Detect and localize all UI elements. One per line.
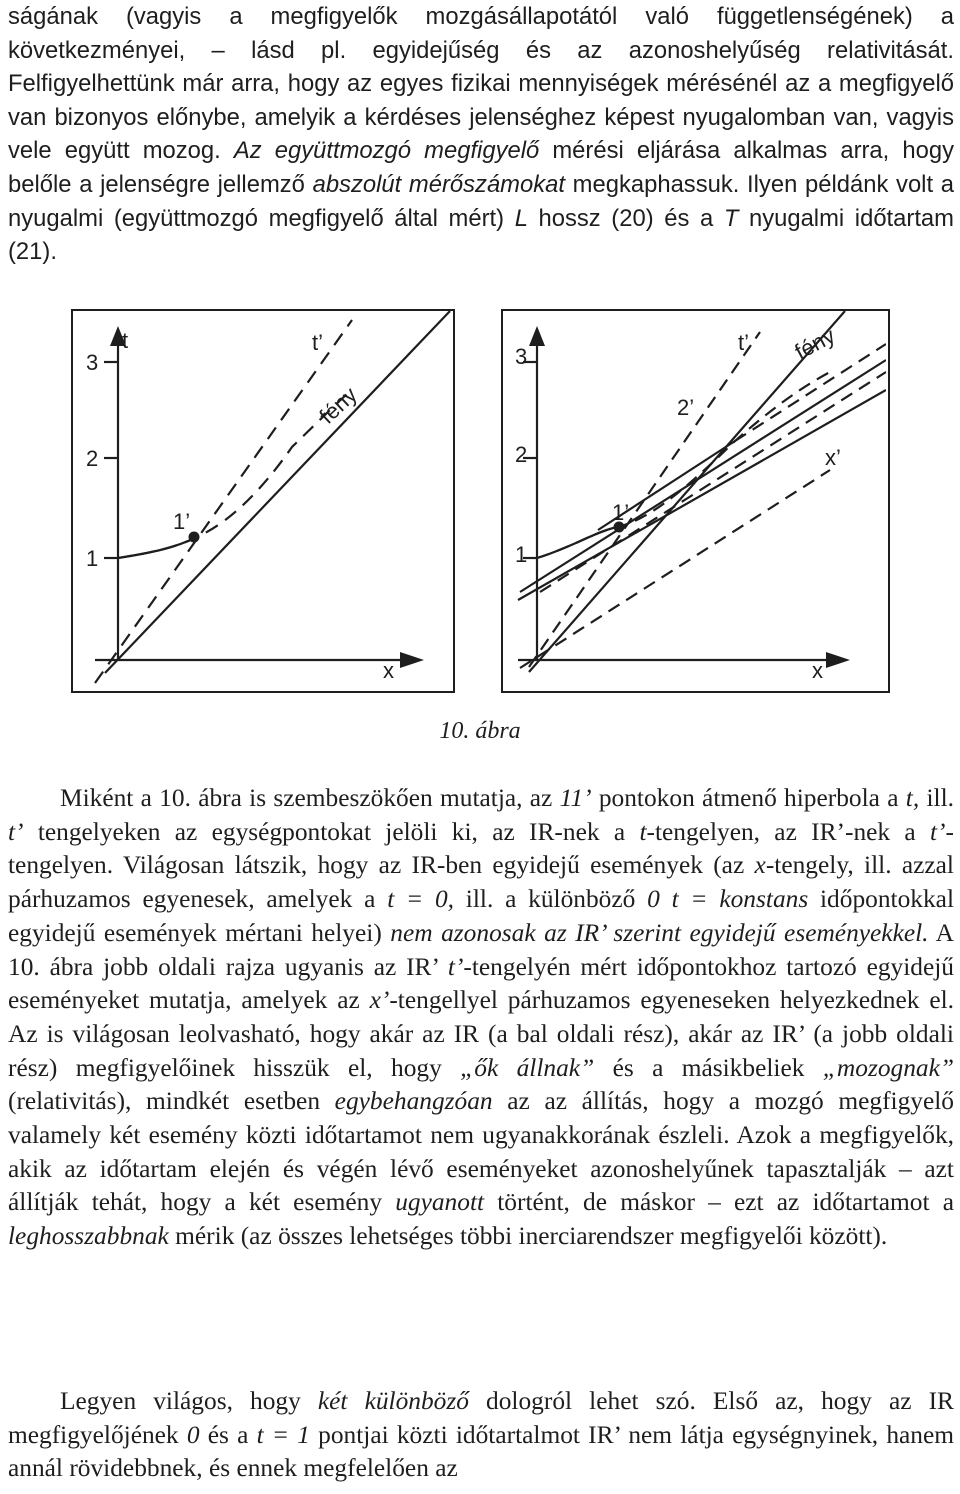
right-hyperbola-solid bbox=[537, 527, 617, 558]
emphasis-run: L bbox=[514, 204, 528, 232]
emphasis-run: egybehangzóan bbox=[334, 1087, 493, 1116]
text-run: ill. a különböző bbox=[454, 885, 648, 914]
left-x-arrow bbox=[400, 652, 424, 668]
emphasis-run: 0 t = konstans bbox=[647, 885, 809, 914]
text-run: mérik (az összes lehetséges többi inerciarendszer megfigyelői között). bbox=[168, 1222, 888, 1251]
left-label-light: fény bbox=[314, 382, 362, 429]
right-line-through-1prime bbox=[518, 390, 886, 600]
emphasis-run: t’ bbox=[8, 817, 24, 846]
text-run: időpontokkal egyidejű események mértani helyei) bbox=[8, 885, 954, 947]
left-labels bbox=[86, 328, 394, 683]
left-light-line bbox=[95, 320, 352, 683]
emphasis-run: T bbox=[723, 204, 739, 232]
paragraph-3 bbox=[8, 1385, 954, 1486]
text-run: tengelyeken az egységpontokat jelöli ki, az IR-nek a bbox=[23, 817, 640, 846]
left-tick-label-1: 1 bbox=[86, 546, 99, 571]
emphasis-run: „mozognak” bbox=[822, 1053, 955, 1082]
right-line-through-2prime bbox=[520, 360, 886, 592]
right-light-line bbox=[529, 311, 845, 672]
emphasis-run: Az együttmozgó megfigyelő bbox=[233, 137, 540, 165]
figure-10 bbox=[0, 0, 960, 720]
left-point-1prime bbox=[189, 532, 200, 543]
text-run: (relativitás), mindkét esetben bbox=[8, 1087, 335, 1116]
text-run: mérési eljárása alkalmas arra, hogy belőle a jelenségre jellemző bbox=[8, 137, 954, 198]
emphasis-run: két különböző bbox=[317, 1387, 469, 1415]
right-tick-label-2: 2 bbox=[515, 442, 528, 467]
emphasis-run: nem azonosak az IR’ szerint egyidejű eseményekkel. bbox=[390, 918, 929, 947]
emphasis-run: t bbox=[639, 817, 647, 846]
left-diagram bbox=[95, 311, 450, 683]
emphasis-run: x’ bbox=[369, 986, 390, 1015]
right-tick-label-1: 1 bbox=[515, 542, 528, 567]
text-run: -tengelyen. Világosan látszik, hogy az IR-ben egyidejű események (az bbox=[8, 817, 954, 880]
emphasis-run: t’ bbox=[930, 817, 946, 846]
text-run: A 10. ábra jobb oldali rajza ugyanis az IR’ bbox=[8, 918, 954, 981]
emphasis-run: t = 0, bbox=[387, 885, 454, 914]
right-t-arrow bbox=[529, 326, 545, 346]
text-run: és a bbox=[199, 1420, 257, 1449]
emphasis-run: t’ bbox=[447, 952, 464, 981]
left-tick-label-3: 3 bbox=[86, 350, 99, 375]
text-run: Legyen világos, hogy bbox=[60, 1387, 318, 1415]
emphasis-run: x bbox=[754, 851, 766, 880]
left-label-tprime: t’ bbox=[312, 330, 323, 355]
text-run: történt, de máskor – ezt az időtartamot a bbox=[484, 1188, 955, 1217]
emphasis-run: ugyanott bbox=[395, 1188, 485, 1217]
text-run: pontjai közti időtartalmot IR’ nem látja egységnyinek, hanem annál rövidebbnek, és ennek megfelelően az bbox=[8, 1420, 955, 1483]
right-tick-label-3: 3 bbox=[515, 344, 528, 369]
figure-caption: 10. ábra bbox=[439, 718, 521, 744]
left-label-1prime: 1’ bbox=[173, 509, 191, 534]
emphasis-run: t, bbox=[905, 784, 920, 812]
emphasis-run: leghosszabbnak bbox=[8, 1222, 169, 1251]
right-label-xprime: x’ bbox=[825, 445, 841, 470]
right-simultaneity-line-1 bbox=[520, 470, 830, 668]
emphasis-run: 11’ bbox=[559, 784, 592, 812]
text-run: ságának (vagyis a megfigyelők mozgásállapotától való függetlenségének) a következményei, – lásd pl. egyidejűség és az azonoshelyűség relativitását. Felfigyelhettünk már arra, hogy az egyes fizikai mennyiségek mérésénél az a megfigyelő van bizonyos előnybe, amelyik a kérdéses jelenséghez képest nyugalomban van, vagyis vele együtt mozog. bbox=[8, 3, 954, 165]
left-hyperbola bbox=[118, 393, 348, 558]
left-label-t: t bbox=[122, 328, 129, 353]
text-run: -tengely, ill. azzal párhuzamos egyenesek, amelyek a bbox=[8, 851, 954, 914]
left-label-x: x bbox=[383, 658, 394, 683]
text-run: Miként a 10. ábra is szembeszökően mutatja, az bbox=[60, 784, 560, 812]
text-run: -tengellyel párhuzamos egyeneseken helyezkednek el. Az is világosan leolvasható, hogy akár az IR (a bal oldali rész), akár az IR’ (a jobb oldali rész) megfigyelőinek hisszük el, hogy bbox=[8, 986, 954, 1082]
text-run: ill. bbox=[919, 784, 954, 812]
text-run: pontokon átmenő hiperbola a bbox=[591, 784, 906, 812]
emphasis-run: abszolút mérőszámokat bbox=[312, 170, 565, 198]
text-run: nyugalmi időtartam (21). bbox=[8, 204, 954, 266]
emphasis-run: t = 1 bbox=[256, 1420, 310, 1449]
left-hyperbola-solid bbox=[118, 537, 197, 558]
left-tprime-axis bbox=[105, 311, 450, 673]
right-label-tprime: t’ bbox=[738, 330, 749, 355]
emphasis-run: „ők állnak” bbox=[460, 1053, 595, 1082]
text-run: megkaphassuk. Ilyen példánk volt a nyugalmi (együttmozgó megfigyelő által mért) bbox=[8, 170, 954, 232]
text-run: az az állítás, hogy a mozgó megfigyelő valamely két esemény közti időtartamot nem ugyanakkorának észleli. Azok a megfigyelők, akik az időtartam elején és végén lévő eseményeket azonoshelyűnek tapasztalják – azt állítják tehát, hogy a két esemény bbox=[8, 1087, 955, 1217]
paragraph-2 bbox=[8, 782, 954, 1254]
text-run: dologról lehet szó. Első az, hogy az IR megfigyelőjének bbox=[8, 1387, 954, 1449]
text-run: és a másikbeliek bbox=[594, 1053, 823, 1082]
right-label-light: fény bbox=[790, 322, 840, 365]
text-run: -tengelyen, az IR’-nek a bbox=[646, 817, 930, 846]
right-label-x: x bbox=[812, 658, 823, 683]
text-run: hossz (20) és a bbox=[527, 204, 724, 232]
text-run: -tengelyén mért időpontokhoz tartozó egyidejű eseményeket mutatja, amelyek az bbox=[8, 952, 954, 1015]
right-label-1prime: 1’ bbox=[612, 500, 630, 525]
emphasis-run: 0 bbox=[186, 1420, 200, 1449]
right-label-2prime: 2’ bbox=[677, 395, 695, 420]
left-tick-label-2: 2 bbox=[86, 446, 99, 471]
right-x-arrow bbox=[826, 652, 850, 668]
right-diagram bbox=[518, 311, 886, 672]
